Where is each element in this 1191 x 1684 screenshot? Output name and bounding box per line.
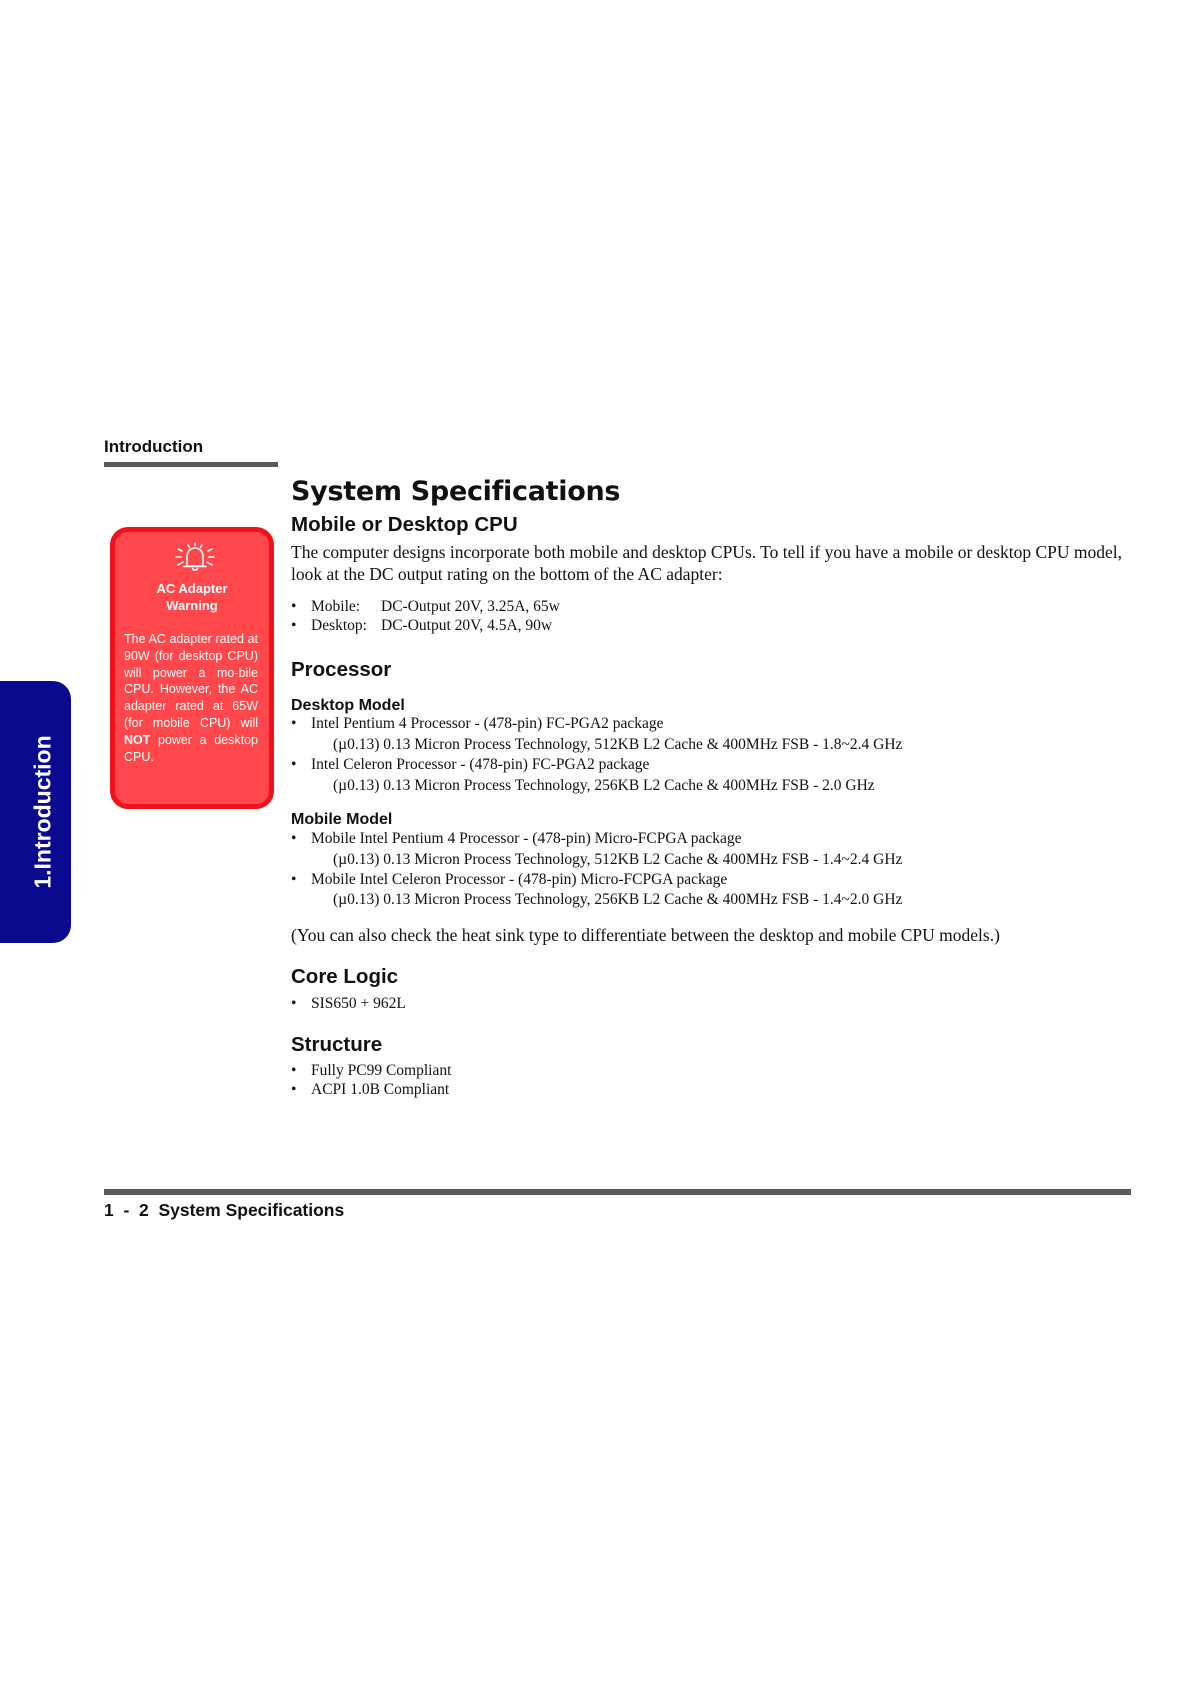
chapter-side-tab-label: 1.Introduction [29, 735, 56, 889]
ac-adapter-warning-box [110, 527, 274, 809]
bullet: • [291, 1062, 297, 1079]
cpu-item-value: DC-Output 20V, 4.5A, 90w [381, 617, 553, 634]
structure-item: ACPI 1.0B Compliant [311, 1081, 450, 1098]
cpu-item-value: DC-Output 20V, 3.25A, 65w [381, 598, 560, 615]
processor-name: Mobile Intel Pentium 4 Processor - (478-pin) Micro-FCPGA package [311, 830, 742, 847]
bullet: • [291, 995, 297, 1012]
cpu-intro-paragraph: The computer designs incorporate both mobile and desktop CPUs. To tell if you have a mobile or desktop CPU model, look at the DC output rating on the bottom of the AC adapter: [291, 542, 1123, 584]
structure-item: Fully PC99 Compliant [311, 1062, 452, 1079]
warning-text: The AC adapter rated at 90W (for desktop CPU) will power a mo-bile CPU. However, the AC adapter rated at 65W (for mobile CPU) will NOT power a desktop CPU. [124, 632, 258, 764]
warning-title: AC Adapter Warning [156, 581, 228, 613]
bullet: • [291, 715, 297, 732]
section-heading-core-logic: Core Logic [291, 965, 399, 988]
warning-bell-icon [173, 542, 217, 572]
processor-detail: (µ0.13) 0.13 Micron Process Technology, 256KB L2 Cache & 400MHz FSB - 2.0 GHz [333, 777, 875, 794]
bullet: • [291, 756, 297, 773]
section-heading-processor: Processor [291, 658, 392, 681]
bullet: • [291, 830, 297, 847]
cpu-item-label: Mobile: [311, 598, 361, 615]
page-title: System Specifications [291, 476, 621, 507]
footer-rule [104, 1189, 1131, 1195]
core-logic-item: SIS650 + 962L [311, 995, 406, 1012]
bullet: • [291, 1081, 297, 1098]
bullet: • [291, 871, 297, 888]
processor-name: Intel Pentium 4 Processor - (478-pin) FC-PGA2 package [311, 715, 664, 732]
processor-detail: (µ0.13) 0.13 Micron Process Technology, 256KB L2 Cache & 400MHz FSB - 1.4~2.0 GHz [333, 891, 903, 908]
processor-name: Mobile Intel Celeron Processor - (478-pin) Micro-FCPGA package [311, 871, 728, 888]
running-header: Introduction [104, 437, 204, 456]
bullet: • [291, 617, 297, 634]
bullet: • [291, 598, 297, 615]
processor-note: (You can also check the heat sink type to differentiate between the desktop and mobile CPU models.) [291, 925, 1000, 945]
processor-detail: (µ0.13) 0.13 Micron Process Technology, 512KB L2 Cache & 400MHz FSB - 1.8~2.4 GHz [333, 736, 903, 753]
subheading-desktop-model: Desktop Model [291, 697, 405, 714]
cpu-item-label: Desktop: [311, 617, 367, 634]
section-heading-cpu: Mobile or Desktop CPU [291, 513, 518, 536]
header-rule [104, 462, 278, 467]
processor-name: Intel Celeron Processor - (478-pin) FC-PGA2 package [311, 756, 650, 773]
warning-emphasis: NOT [124, 732, 151, 747]
page-footer: 1 - 2 System Specifications [104, 1200, 345, 1220]
subheading-mobile-model: Mobile Model [291, 811, 393, 828]
processor-detail: (µ0.13) 0.13 Micron Process Technology, 512KB L2 Cache & 400MHz FSB - 1.4~2.4 GHz [333, 851, 903, 868]
section-heading-structure: Structure [291, 1033, 383, 1056]
